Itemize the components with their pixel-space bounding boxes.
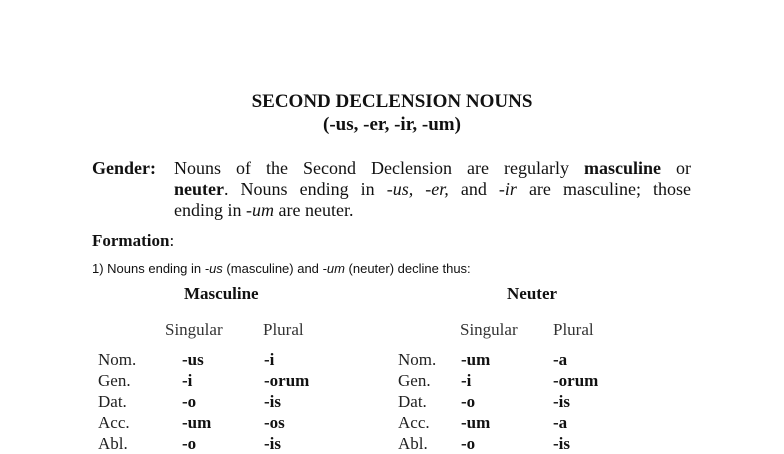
neuter-singular-header: Singular [460,320,518,339]
masc-sg-nom: -us [182,350,204,369]
gender-line-3: ending in -um are neuter. [174,200,354,220]
neuter-heading: Neuter [507,284,558,303]
masculine-plural-header: Plural [263,320,304,339]
masc-case-acc: Acc. [98,413,130,432]
masc-sg-gen: -i [182,371,193,390]
neut-case-acc: Acc. [398,413,430,432]
neut-pl-gen: -orum [553,371,599,390]
page-subtitle: (-us, -er, -ir, -um) [323,114,461,135]
neut-pl-acc: -a [553,413,568,432]
gender-line-1: Nouns of the Second Declension are regularly masculine or [174,158,691,178]
neut-sg-nom: -um [461,350,491,369]
formation-rule-1: 1) Nouns ending in -us (masculine) and -um (neuter) decline thus: [92,261,471,276]
masculine-heading: Masculine [184,284,259,303]
masc-pl-abl: -is [264,434,281,453]
neut-sg-gen: -i [461,371,472,390]
masculine-singular-header: Singular [165,320,223,339]
gender-line-2: neuter. Nouns ending in -us, -er, and -ir are masculine; those [174,179,692,199]
neut-case-dat: Dat. [398,392,427,411]
masc-case-nom: Nom. [98,350,137,369]
neut-sg-dat: -o [461,392,476,411]
masc-case-abl: Abl. [98,434,128,453]
neut-case-abl: Abl. [398,434,428,453]
neut-pl-nom: -a [553,350,568,369]
gender-label: Gender: [92,158,156,178]
gender-paragraph [174,158,691,221]
formation-label: Formation: [92,231,175,250]
masc-pl-nom: -i [264,350,275,369]
neuter-plural-header: Plural [553,320,594,339]
neut-pl-abl: -is [553,434,570,453]
masc-case-gen: Gen. [98,371,131,390]
neut-case-gen: Gen. [398,371,431,390]
page-title: SECOND DECLENSION NOUNS [251,91,533,112]
neut-case-nom: Nom. [398,350,437,369]
neut-sg-acc: -um [461,413,491,432]
masc-case-dat: Dat. [98,392,127,411]
masc-pl-acc: -os [264,413,285,432]
masc-sg-abl: -o [182,434,197,453]
neut-pl-dat: -is [553,392,570,411]
masc-sg-acc: -um [182,413,212,432]
neut-sg-abl: -o [461,434,476,453]
masc-pl-dat: -is [264,392,281,411]
masc-sg-dat: -o [182,392,197,411]
masc-pl-gen: -orum [264,371,310,390]
